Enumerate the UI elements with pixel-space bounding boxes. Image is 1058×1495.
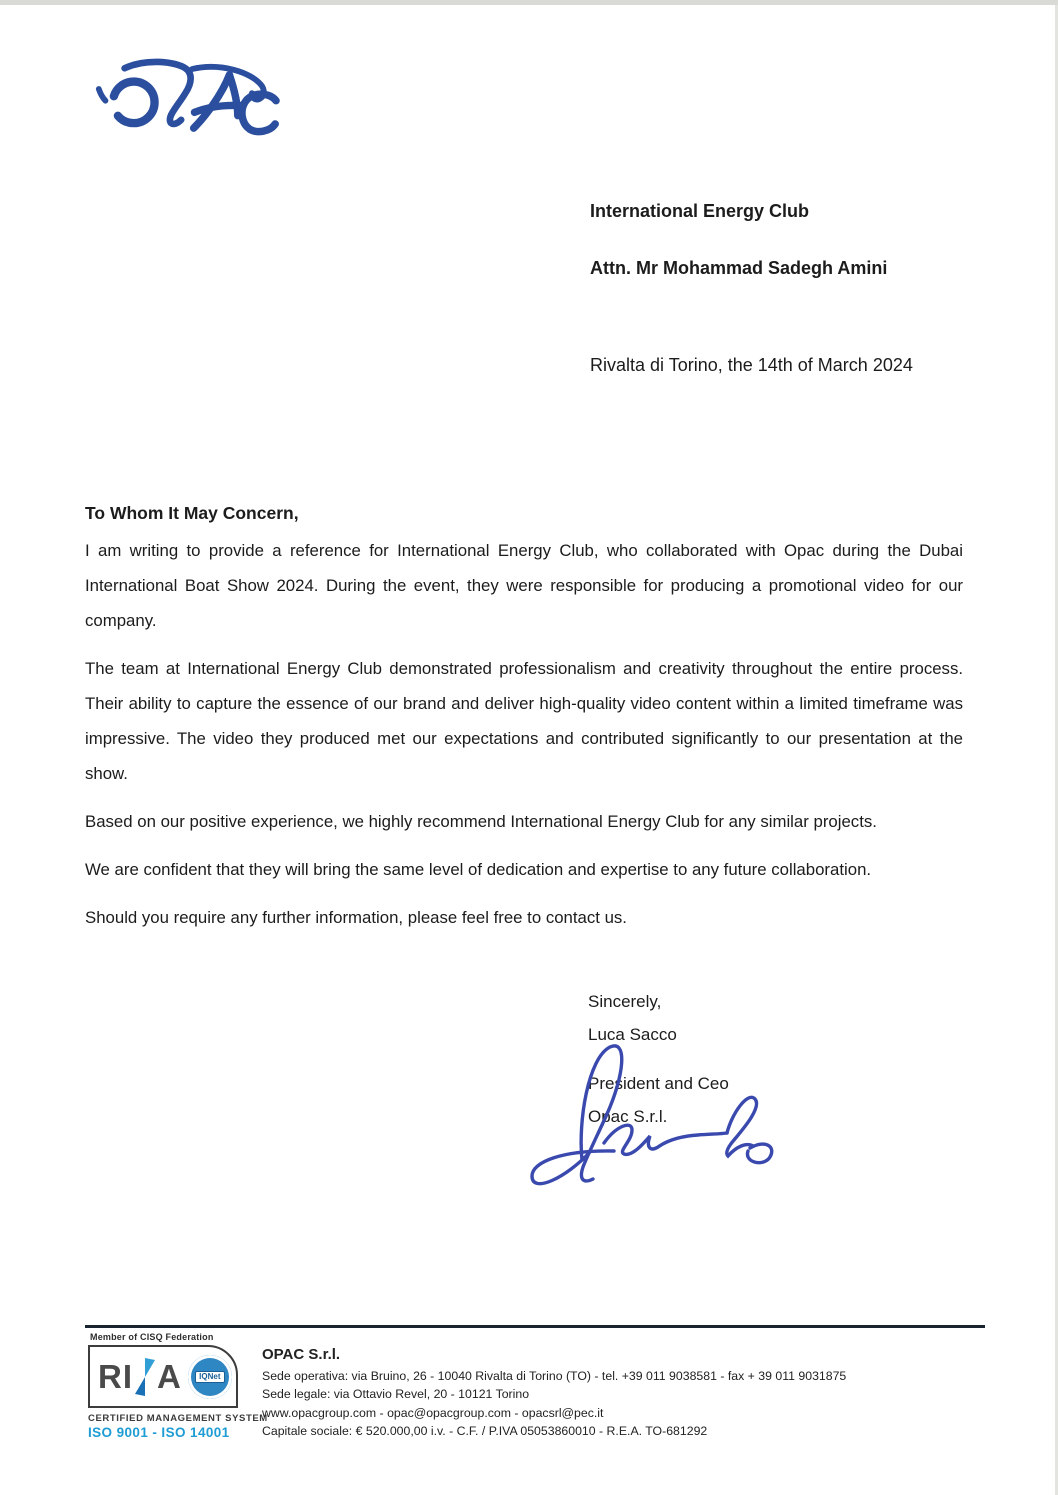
paragraph-5: Should you require any further information, please feel free to contact us. (85, 908, 627, 927)
company-info-block (262, 1346, 846, 1441)
company-address-legal: Sede legale: via Ottavio Revel, 20 - 10121 Torino (262, 1387, 530, 1401)
rina-logo (88, 1345, 238, 1408)
logo-brand-text: OPAC (88, 45, 125, 61)
iso-certification-text: ISO 9001 - ISO 14001 (88, 1425, 230, 1440)
footer-divider (85, 1325, 985, 1328)
iqnet-emblem (188, 1355, 232, 1399)
closing-name: Luca Sacco (588, 1025, 677, 1044)
closing-gap (588, 1051, 729, 1067)
recipient-block (590, 200, 887, 279)
company-capital-vat: Capitale sociale: € 520.000,00 i.v. - C.F. / P.IVA 05053860010 - R.E.A. TO-681292 (262, 1424, 708, 1438)
paragraph-4: We are confident that they will bring the same level of dedication and expertise to any future collaboration. (85, 860, 872, 879)
closing-block (588, 985, 729, 1133)
company-name: OPAC S.r.l. (262, 1346, 341, 1363)
closing-title: President and Ceo (588, 1074, 729, 1093)
paragraph-3: Based on our positive experience, we highly recommend International Energy Club for any similar projects. (85, 812, 877, 831)
paragraph-1: I am writing to provide a reference for International Energy Club, who collaborated with Opac during the Dubai International Boat Show 2024. During the event, they were responsible for producing a promotional video for our company. (85, 541, 963, 630)
letter-body (85, 533, 963, 948)
date-line: Rivalta di Torino, the 14th of March 2024 (590, 355, 913, 375)
recipient-attention: Attn. Mr Mohammad Sadegh Amini (590, 258, 888, 278)
member-federation-text: Member of CISQ Federation (90, 1332, 214, 1342)
recipient-organization: International Energy Club (590, 201, 810, 221)
closing-company: Opac S.r.l. (588, 1107, 668, 1126)
closing-valediction: Sincerely, (588, 992, 662, 1011)
rina-letters-right: A (157, 1357, 182, 1395)
salutation: To Whom It May Concern, (85, 503, 299, 523)
rina-bolt-icon (134, 1357, 156, 1397)
company-web-email: www.opacgroup.com - opac@opacgroup.com - opacsrl@pec.it (262, 1405, 604, 1420)
company-address-operational: Sede operativa: via Bruino, 26 - 10040 Rivalta di Torino (TO) - tel. +39 011 9038581 - fax + 39 011 9031875 (262, 1368, 847, 1383)
rina-letters-left: RI (98, 1357, 133, 1395)
iqnet-label: IQNet (195, 1371, 224, 1383)
paragraph-2: The team at International Energy Club demonstrated professionalism and creativity throughout the entire process. Their ability to capture the essence of our brand and deliver high-quality video content within a limited timeframe was impressive. The video they produced met our expectations and contributed significantly to our presentation at the show. (85, 659, 963, 783)
opac-logo (88, 45, 296, 142)
certified-system-text: CERTIFIED MANAGEMENT SYSTEM (88, 1413, 268, 1424)
